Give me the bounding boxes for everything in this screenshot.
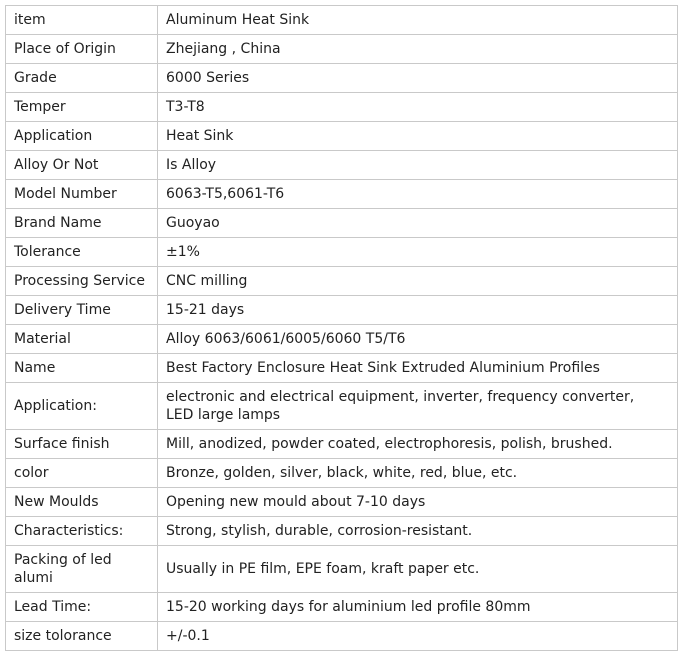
row-key: Characteristics:	[6, 517, 158, 546]
row-key: Material	[6, 325, 158, 354]
row-key: color	[6, 459, 158, 488]
table-row	[6, 354, 678, 383]
row-value: +/-0.1	[158, 622, 678, 651]
row-key: Processing Service	[6, 267, 158, 296]
row-value: Aluminum Heat Sink	[158, 6, 678, 35]
table-row	[6, 6, 678, 35]
table-row	[6, 488, 678, 517]
table-row	[6, 593, 678, 622]
table-row	[6, 151, 678, 180]
row-key: Grade	[6, 64, 158, 93]
row-value: Is Alloy	[158, 151, 678, 180]
row-value: electronic and electrical equipment, inverter, frequency converter, LED large lamps	[158, 383, 678, 430]
row-value: Bronze, golden, silver, black, white, red, blue, etc.	[158, 459, 678, 488]
table-row	[6, 517, 678, 546]
row-key: Application:	[6, 383, 158, 430]
row-key: Alloy Or Not	[6, 151, 158, 180]
table-row	[6, 238, 678, 267]
row-value: Alloy 6063/6061/6005/6060 T5/T6	[158, 325, 678, 354]
row-value: 6063-T5,6061-T6	[158, 180, 678, 209]
row-value: 15-20 working days for aluminium led profile 80mm	[158, 593, 678, 622]
table-row	[6, 459, 678, 488]
row-value: Usually in PE film, EPE foam, kraft paper etc.	[158, 546, 678, 593]
row-key: Place of Origin	[6, 35, 158, 64]
row-key: Packing of led alumi	[6, 546, 158, 593]
table-row	[6, 267, 678, 296]
row-value: CNC milling	[158, 267, 678, 296]
row-value: T3-T8	[158, 93, 678, 122]
table-row	[6, 622, 678, 651]
row-key: Application	[6, 122, 158, 151]
table-row	[6, 180, 678, 209]
row-value: Guoyao	[158, 209, 678, 238]
row-value: Strong, stylish, durable, corrosion-resistant.	[158, 517, 678, 546]
row-key: Tolerance	[6, 238, 158, 267]
row-key: item	[6, 6, 158, 35]
table-row	[6, 430, 678, 459]
row-value: Best Factory Enclosure Heat Sink Extruded Aluminium Profiles	[158, 354, 678, 383]
row-value: Zhejiang , China	[158, 35, 678, 64]
spec-table-body	[6, 6, 678, 651]
row-key: Name	[6, 354, 158, 383]
table-row	[6, 35, 678, 64]
row-value: ±1%	[158, 238, 678, 267]
row-value: Mill, anodized, powder coated, electrophoresis, polish, brushed.	[158, 430, 678, 459]
row-key: Delivery Time	[6, 296, 158, 325]
table-row	[6, 546, 678, 593]
table-row	[6, 93, 678, 122]
row-key: Temper	[6, 93, 158, 122]
table-row	[6, 325, 678, 354]
spec-table	[5, 5, 678, 651]
row-value: 15-21 days	[158, 296, 678, 325]
table-row	[6, 296, 678, 325]
row-value: Heat Sink	[158, 122, 678, 151]
row-key: Model Number	[6, 180, 158, 209]
table-row	[6, 64, 678, 93]
row-value: 6000 Series	[158, 64, 678, 93]
table-row	[6, 383, 678, 430]
row-key: Surface finish	[6, 430, 158, 459]
table-row	[6, 209, 678, 238]
row-key: Brand Name	[6, 209, 158, 238]
table-row	[6, 122, 678, 151]
row-key: Lead Time:	[6, 593, 158, 622]
row-key: size tolorance	[6, 622, 158, 651]
row-key: New Moulds	[6, 488, 158, 517]
row-value: Opening new mould about 7-10 days	[158, 488, 678, 517]
